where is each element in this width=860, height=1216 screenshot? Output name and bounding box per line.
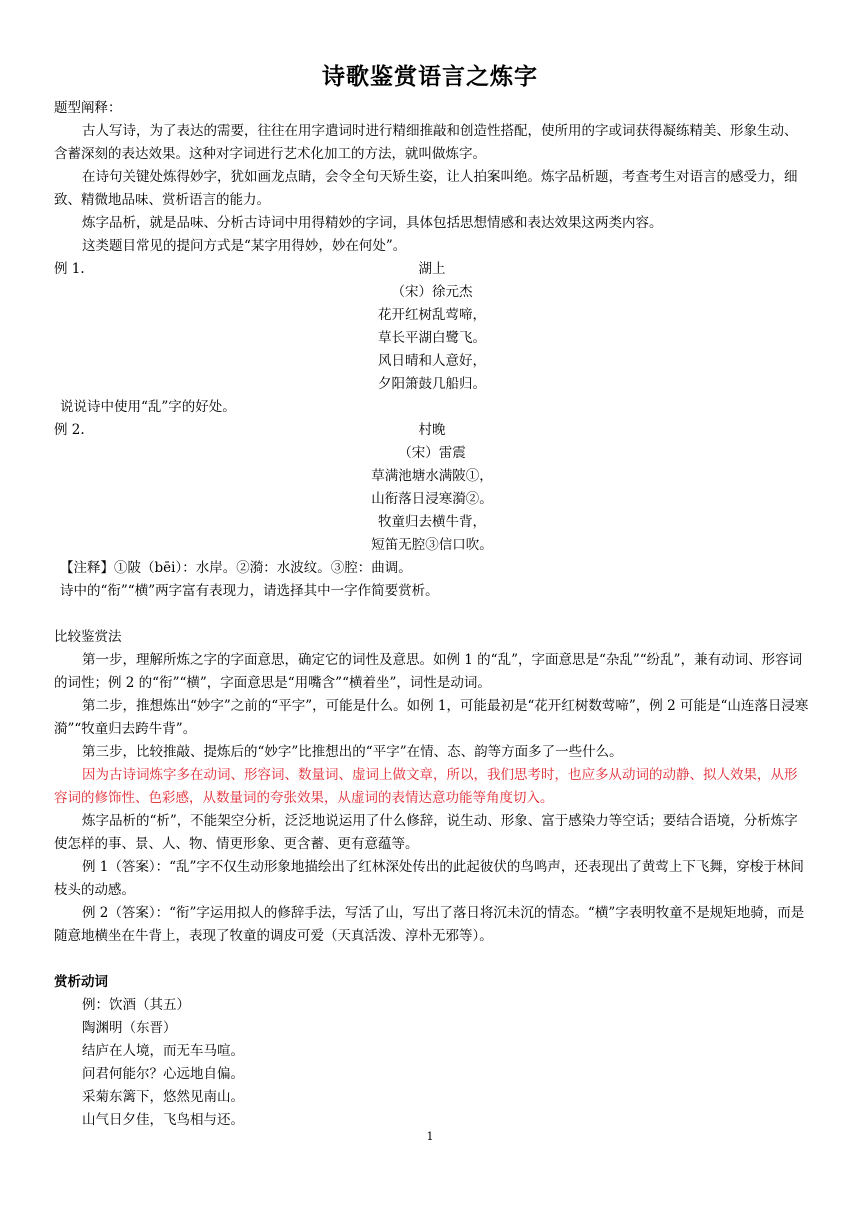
poem-line: 风日晴和人意好， bbox=[378, 353, 486, 369]
poem-line: 山衔落日浸寒漪②。 bbox=[371, 491, 493, 507]
poem-line: 问君何能尔？心远地自偏。 bbox=[82, 1066, 244, 1082]
section-heading: 比较鉴赏法 bbox=[54, 629, 122, 645]
intro-paragraph: 炼字品析，就是品味、分析古诗词中用得精妙的字词，具体包括思想情感和表达效果这两类内容。 bbox=[82, 215, 663, 231]
blank-line bbox=[54, 948, 810, 971]
poem-line: 草长平湖白鹭飞。 bbox=[378, 330, 486, 346]
poem-line: 采菊东篱下，悠然见南山。 bbox=[82, 1089, 244, 1105]
analysis-paragraph: 炼字品析的“析”，不能架空分析，泛泛地说运用了什么修辞，说生动、形象、富于感染力等空话；要结合语境，分析炼字使怎样的事、景、人、物、情更形象、更含蓄、更有意蕴等。 bbox=[54, 813, 798, 852]
answer-paragraph: 例 2（答案）：“衔”字运用拟人的修辞手法，写活了山，写出了落日将沉未沉的情态。“横”字表明牧童不是规矩地骑，而是随意地横坐在牛背上，表现了牧童的调皮可爱（天真活泼、淳朴无邪等）。 bbox=[54, 905, 805, 944]
poem-title: 湖上 bbox=[418, 261, 446, 277]
poem-line: 山气日夕佳，飞鸟相与还。 bbox=[82, 1112, 244, 1128]
poem-line: 草满池塘水满陂①， bbox=[371, 468, 493, 484]
poem-line: 夕阳箫鼓几船归。 bbox=[378, 376, 486, 392]
example-label: 例 2. bbox=[54, 422, 85, 438]
example-1-header bbox=[54, 258, 810, 281]
document-body bbox=[54, 97, 810, 1132]
poem-author: （宋）雷震 bbox=[398, 445, 466, 461]
example-2-header bbox=[54, 419, 810, 442]
intro-paragraph: 在诗句关键处炼得妙字，犹如画龙点睛，会令全句天矫生姿，让人拍案叫绝。炼字品析题，考查考生对语言的感受力，细致、精微地品味、赏析语言的能力。 bbox=[54, 169, 798, 208]
section-heading: 赏析动词 bbox=[54, 974, 108, 990]
method-step: 第一步，理解所炼之字的字面意思，确定它的词性及意思。如例 1 的“乱”，字面意思是“杂乱”“纷乱”，兼有动词、形容词的词性；例 2 的“衔”“横”，字面意思是“用嘴含”“横着坐”，词性是动词。 bbox=[54, 652, 803, 691]
poem-author: 陶渊明（东晋） bbox=[82, 1020, 177, 1036]
answer-paragraph: 例 1（答案）：“乱”字不仅生动形象地描绘出了红林深处传出的此起彼伏的鸟鸣声，还表现出了黄莺上下飞舞，穿梭于林间枝头的动感。 bbox=[54, 859, 804, 898]
highlighted-note: 因为古诗词炼字多在动词、形容词、数量词、虚词上做文章，所以，我们思考时，也应多从动词的动静、拟人效果，从形容词的修饰性、色彩感，从数量词的夸张效果，从虚词的表情达意功能等角度切入。 bbox=[54, 767, 798, 806]
blank-line bbox=[54, 603, 810, 626]
poem-line: 花开红树乱莺啼， bbox=[378, 307, 486, 323]
intro-paragraph: 古人写诗，为了表达的需要，往往在用字遣词时进行精细推敲和创造性搭配，使所用的字或词获得凝练精美、形象生动、含蓄深刻的表达效果。这种对字词进行艺术化加工的方法，就叫做炼字。 bbox=[54, 123, 798, 162]
poem-line: 结庐在人境，而无车马喧。 bbox=[82, 1043, 244, 1059]
poem-line: 牧童归去横牛背， bbox=[378, 514, 486, 530]
poem-title: 村晚 bbox=[418, 422, 446, 438]
annotation-note: 【注释】①陂（bēi）：水岸。②漪：水波纹。③腔：曲调。 bbox=[60, 560, 412, 576]
method-step: 第三步，比较推敲、提炼后的“妙字”比推想出的“平字”在情、态、韵等方面多了一些什么。 bbox=[82, 744, 623, 760]
page-title: 诗歌鉴赏语言之炼字 bbox=[322, 64, 538, 90]
method-step: 第二步，推想炼出“妙字”之前的“平字”，可能是什么。如例 1，可能最初是“花开红树数莺啼”，例 2 可能是“山连落日浸寒漪”“牧童归去跨牛背”。 bbox=[54, 698, 809, 737]
example-title: 例：饮酒（其五） bbox=[82, 997, 190, 1013]
page-number: 1 bbox=[426, 1130, 434, 1143]
example-question: 诗中的“衔”“横”两字富有表现力，请选择其中一字作简要赏析。 bbox=[60, 583, 439, 599]
example-question: 说说诗中使用“乱”字的好处。 bbox=[60, 399, 236, 415]
poem-line: 短笛无腔③信口吹。 bbox=[371, 537, 493, 553]
intro-paragraph: 这类题目常见的提问方式是“某字用得妙，妙在何处”。 bbox=[82, 238, 407, 254]
intro-heading: 题型阐释： bbox=[54, 100, 122, 116]
poem-author: （宋）徐元杰 bbox=[391, 284, 473, 300]
example-label: 例 1. bbox=[54, 261, 85, 277]
